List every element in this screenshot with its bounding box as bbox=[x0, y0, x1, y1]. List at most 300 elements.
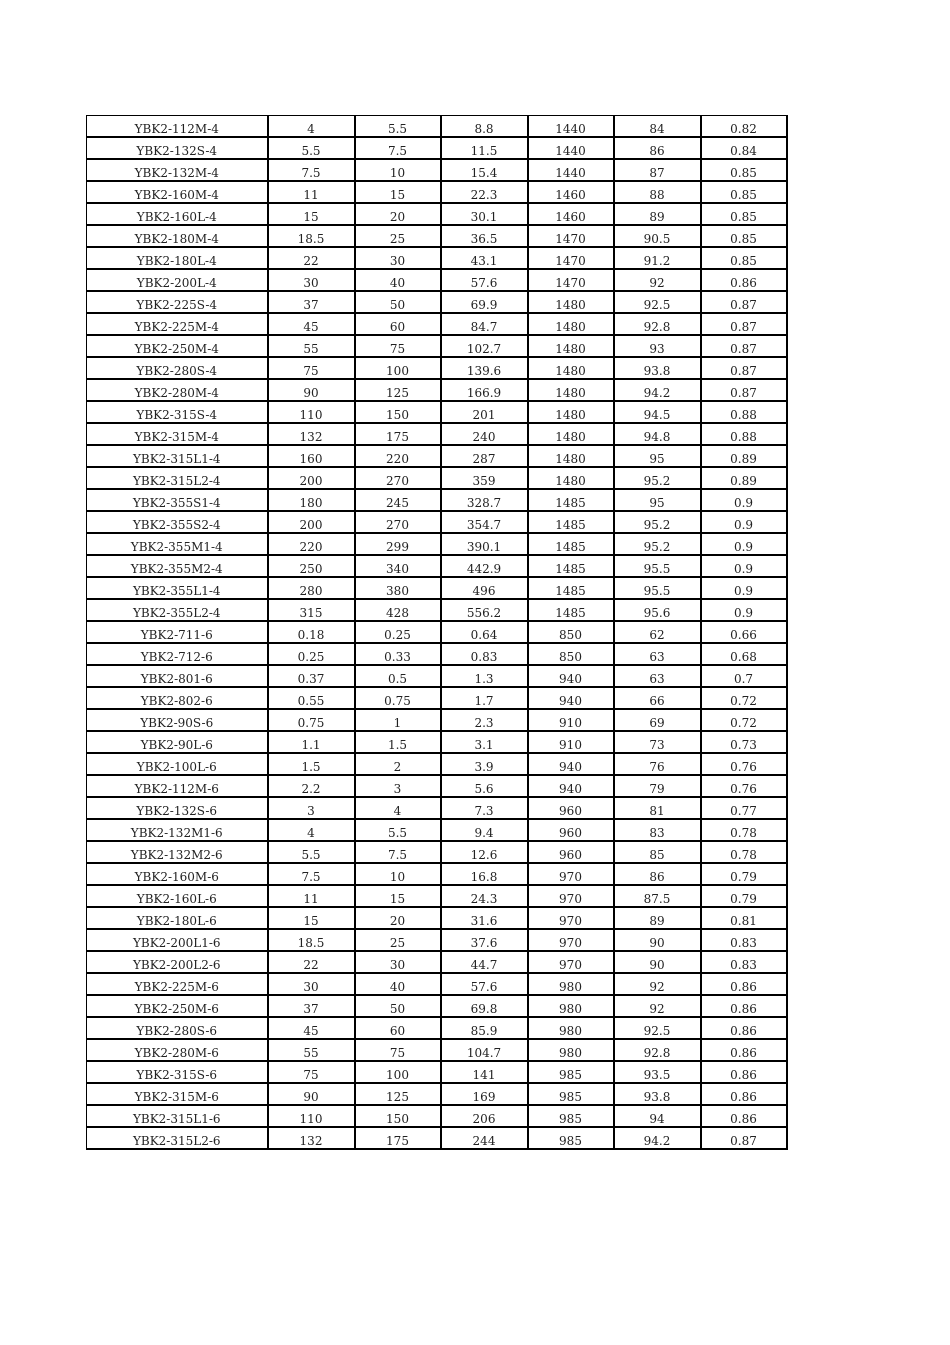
efficiency-cell: 95.2 bbox=[614, 467, 701, 489]
current-cell: 57.6 bbox=[441, 973, 528, 995]
power-kw-cell: 160 bbox=[268, 445, 355, 467]
current-cell: 44.7 bbox=[441, 951, 528, 973]
power-hp-cell: 20 bbox=[355, 203, 441, 225]
power-hp-cell: 0.25 bbox=[355, 621, 441, 643]
model-cell: YBK2-225M-4 bbox=[87, 313, 268, 335]
table-row bbox=[87, 687, 787, 709]
speed-cell: 1480 bbox=[528, 313, 614, 335]
power-kw-cell: 1.1 bbox=[268, 731, 355, 753]
speed-cell: 850 bbox=[528, 643, 614, 665]
table-row bbox=[87, 1017, 787, 1039]
speed-cell: 940 bbox=[528, 665, 614, 687]
current-cell: 5.6 bbox=[441, 775, 528, 797]
current-cell: 139.6 bbox=[441, 357, 528, 379]
table-row bbox=[87, 709, 787, 731]
efficiency-cell: 87.5 bbox=[614, 885, 701, 907]
power-hp-cell: 3 bbox=[355, 775, 441, 797]
efficiency-cell: 94.2 bbox=[614, 379, 701, 401]
power-hp-cell: 125 bbox=[355, 379, 441, 401]
model-cell: YBK2-315L1-4 bbox=[87, 445, 268, 467]
power-factor-cell: 0.7 bbox=[701, 665, 787, 687]
current-cell: 169 bbox=[441, 1083, 528, 1105]
power-kw-cell: 0.18 bbox=[268, 621, 355, 643]
power-factor-cell: 0.85 bbox=[701, 203, 787, 225]
current-cell: 69.9 bbox=[441, 291, 528, 313]
efficiency-cell: 76 bbox=[614, 753, 701, 775]
efficiency-cell: 93.5 bbox=[614, 1061, 701, 1083]
power-hp-cell: 25 bbox=[355, 929, 441, 951]
efficiency-cell: 83 bbox=[614, 819, 701, 841]
efficiency-cell: 79 bbox=[614, 775, 701, 797]
power-hp-cell: 15 bbox=[355, 885, 441, 907]
power-kw-cell: 1.5 bbox=[268, 753, 355, 775]
model-cell: YBK2-160L-6 bbox=[87, 885, 268, 907]
speed-cell: 940 bbox=[528, 775, 614, 797]
power-kw-cell: 200 bbox=[268, 511, 355, 533]
power-kw-cell: 5.5 bbox=[268, 137, 355, 159]
table-row bbox=[87, 159, 787, 181]
power-hp-cell: 340 bbox=[355, 555, 441, 577]
power-hp-cell: 245 bbox=[355, 489, 441, 511]
current-cell: 69.8 bbox=[441, 995, 528, 1017]
speed-cell: 940 bbox=[528, 687, 614, 709]
power-kw-cell: 0.75 bbox=[268, 709, 355, 731]
model-cell: YBK2-315L2-4 bbox=[87, 467, 268, 489]
speed-cell: 1470 bbox=[528, 247, 614, 269]
table-row bbox=[87, 797, 787, 819]
current-cell: 22.3 bbox=[441, 181, 528, 203]
power-factor-cell: 0.9 bbox=[701, 599, 787, 621]
current-cell: 442.9 bbox=[441, 555, 528, 577]
table-row bbox=[87, 555, 787, 577]
efficiency-cell: 91.2 bbox=[614, 247, 701, 269]
model-cell: YBK2-132M2-6 bbox=[87, 841, 268, 863]
power-factor-cell: 0.78 bbox=[701, 841, 787, 863]
table-row bbox=[87, 335, 787, 357]
table-row bbox=[87, 247, 787, 269]
speed-cell: 1485 bbox=[528, 489, 614, 511]
power-hp-cell: 50 bbox=[355, 291, 441, 313]
power-hp-cell: 60 bbox=[355, 1017, 441, 1039]
power-hp-cell: 270 bbox=[355, 511, 441, 533]
speed-cell: 1485 bbox=[528, 577, 614, 599]
speed-cell: 1460 bbox=[528, 181, 614, 203]
power-factor-cell: 0.9 bbox=[701, 555, 787, 577]
power-hp-cell: 60 bbox=[355, 313, 441, 335]
table-row bbox=[87, 401, 787, 423]
current-cell: 328.7 bbox=[441, 489, 528, 511]
model-cell: YBK2-180L-4 bbox=[87, 247, 268, 269]
power-kw-cell: 220 bbox=[268, 533, 355, 555]
model-cell: YBK2-250M-6 bbox=[87, 995, 268, 1017]
power-kw-cell: 18.5 bbox=[268, 225, 355, 247]
power-factor-cell: 0.86 bbox=[701, 973, 787, 995]
model-cell: YBK2-250M-4 bbox=[87, 335, 268, 357]
efficiency-cell: 95 bbox=[614, 489, 701, 511]
table-row bbox=[87, 951, 787, 973]
speed-cell: 1480 bbox=[528, 401, 614, 423]
speed-cell: 1485 bbox=[528, 511, 614, 533]
power-factor-cell: 0.87 bbox=[701, 1127, 787, 1149]
power-factor-cell: 0.72 bbox=[701, 687, 787, 709]
power-kw-cell: 180 bbox=[268, 489, 355, 511]
power-hp-cell: 150 bbox=[355, 401, 441, 423]
power-factor-cell: 0.89 bbox=[701, 467, 787, 489]
current-cell: 359 bbox=[441, 467, 528, 489]
efficiency-cell: 88 bbox=[614, 181, 701, 203]
table-row bbox=[87, 621, 787, 643]
efficiency-cell: 92 bbox=[614, 269, 701, 291]
power-factor-cell: 0.87 bbox=[701, 313, 787, 335]
power-factor-cell: 0.88 bbox=[701, 401, 787, 423]
speed-cell: 1480 bbox=[528, 445, 614, 467]
power-hp-cell: 25 bbox=[355, 225, 441, 247]
efficiency-cell: 85 bbox=[614, 841, 701, 863]
speed-cell: 1485 bbox=[528, 533, 614, 555]
speed-cell: 1440 bbox=[528, 116, 614, 138]
current-cell: 16.8 bbox=[441, 863, 528, 885]
power-factor-cell: 0.86 bbox=[701, 1061, 787, 1083]
speed-cell: 1480 bbox=[528, 357, 614, 379]
speed-cell: 1440 bbox=[528, 159, 614, 181]
power-hp-cell: 175 bbox=[355, 1127, 441, 1149]
power-factor-cell: 0.9 bbox=[701, 577, 787, 599]
model-cell: YBK2-315L1-6 bbox=[87, 1105, 268, 1127]
current-cell: 354.7 bbox=[441, 511, 528, 533]
power-kw-cell: 5.5 bbox=[268, 841, 355, 863]
efficiency-cell: 69 bbox=[614, 709, 701, 731]
power-hp-cell: 75 bbox=[355, 1039, 441, 1061]
model-cell: YBK2-160M-6 bbox=[87, 863, 268, 885]
table-row bbox=[87, 841, 787, 863]
speed-cell: 1485 bbox=[528, 555, 614, 577]
speed-cell: 1480 bbox=[528, 291, 614, 313]
power-kw-cell: 75 bbox=[268, 1061, 355, 1083]
current-cell: 9.4 bbox=[441, 819, 528, 841]
current-cell: 84.7 bbox=[441, 313, 528, 335]
power-hp-cell: 30 bbox=[355, 951, 441, 973]
power-hp-cell: 5.5 bbox=[355, 116, 441, 138]
power-hp-cell: 40 bbox=[355, 269, 441, 291]
power-hp-cell: 0.33 bbox=[355, 643, 441, 665]
current-cell: 8.8 bbox=[441, 116, 528, 138]
power-hp-cell: 220 bbox=[355, 445, 441, 467]
power-hp-cell: 4 bbox=[355, 797, 441, 819]
table-row bbox=[87, 1039, 787, 1061]
speed-cell: 980 bbox=[528, 995, 614, 1017]
model-cell: YBK2-180M-4 bbox=[87, 225, 268, 247]
power-factor-cell: 0.88 bbox=[701, 423, 787, 445]
table-row bbox=[87, 863, 787, 885]
table-row bbox=[87, 489, 787, 511]
model-cell: YBK2-132M-4 bbox=[87, 159, 268, 181]
power-hp-cell: 10 bbox=[355, 863, 441, 885]
model-cell: YBK2-225S-4 bbox=[87, 291, 268, 313]
current-cell: 104.7 bbox=[441, 1039, 528, 1061]
power-hp-cell: 7.5 bbox=[355, 841, 441, 863]
power-kw-cell: 75 bbox=[268, 357, 355, 379]
power-kw-cell: 22 bbox=[268, 247, 355, 269]
model-cell: YBK2-200L1-6 bbox=[87, 929, 268, 951]
efficiency-cell: 92 bbox=[614, 995, 701, 1017]
model-cell: YBK2-225M-6 bbox=[87, 973, 268, 995]
model-cell: YBK2-180L-6 bbox=[87, 907, 268, 929]
efficiency-cell: 95.5 bbox=[614, 555, 701, 577]
model-cell: YBK2-132S-4 bbox=[87, 137, 268, 159]
power-factor-cell: 0.87 bbox=[701, 335, 787, 357]
power-kw-cell: 4 bbox=[268, 116, 355, 138]
speed-cell: 850 bbox=[528, 621, 614, 643]
efficiency-cell: 92.5 bbox=[614, 1017, 701, 1039]
model-cell: YBK2-132M1-6 bbox=[87, 819, 268, 841]
table-row bbox=[87, 973, 787, 995]
current-cell: 85.9 bbox=[441, 1017, 528, 1039]
efficiency-cell: 92.8 bbox=[614, 1039, 701, 1061]
current-cell: 2.3 bbox=[441, 709, 528, 731]
power-kw-cell: 90 bbox=[268, 1083, 355, 1105]
efficiency-cell: 95.5 bbox=[614, 577, 701, 599]
power-factor-cell: 0.66 bbox=[701, 621, 787, 643]
efficiency-cell: 73 bbox=[614, 731, 701, 753]
current-cell: 7.3 bbox=[441, 797, 528, 819]
power-factor-cell: 0.86 bbox=[701, 995, 787, 1017]
power-kw-cell: 11 bbox=[268, 181, 355, 203]
power-factor-cell: 0.85 bbox=[701, 181, 787, 203]
model-cell: YBK2-90L-6 bbox=[87, 731, 268, 753]
table-row bbox=[87, 137, 787, 159]
power-factor-cell: 0.79 bbox=[701, 885, 787, 907]
power-hp-cell: 428 bbox=[355, 599, 441, 621]
efficiency-cell: 95 bbox=[614, 445, 701, 467]
current-cell: 57.6 bbox=[441, 269, 528, 291]
power-hp-cell: 100 bbox=[355, 357, 441, 379]
table-row bbox=[87, 116, 787, 138]
current-cell: 1.3 bbox=[441, 665, 528, 687]
power-hp-cell: 175 bbox=[355, 423, 441, 445]
speed-cell: 970 bbox=[528, 885, 614, 907]
table-row bbox=[87, 1083, 787, 1105]
table-body bbox=[87, 116, 787, 1150]
efficiency-cell: 95.2 bbox=[614, 533, 701, 555]
power-kw-cell: 90 bbox=[268, 379, 355, 401]
power-factor-cell: 0.83 bbox=[701, 951, 787, 973]
current-cell: 556.2 bbox=[441, 599, 528, 621]
current-cell: 0.83 bbox=[441, 643, 528, 665]
efficiency-cell: 94.8 bbox=[614, 423, 701, 445]
current-cell: 3.1 bbox=[441, 731, 528, 753]
power-hp-cell: 125 bbox=[355, 1083, 441, 1105]
model-cell: YBK2-280S-4 bbox=[87, 357, 268, 379]
efficiency-cell: 89 bbox=[614, 907, 701, 929]
efficiency-cell: 63 bbox=[614, 643, 701, 665]
power-factor-cell: 0.86 bbox=[701, 1017, 787, 1039]
power-kw-cell: 3 bbox=[268, 797, 355, 819]
speed-cell: 960 bbox=[528, 819, 614, 841]
power-hp-cell: 30 bbox=[355, 247, 441, 269]
power-factor-cell: 0.73 bbox=[701, 731, 787, 753]
current-cell: 37.6 bbox=[441, 929, 528, 951]
speed-cell: 1485 bbox=[528, 599, 614, 621]
table-row bbox=[87, 753, 787, 775]
table-row bbox=[87, 1105, 787, 1127]
power-factor-cell: 0.76 bbox=[701, 753, 787, 775]
current-cell: 166.9 bbox=[441, 379, 528, 401]
model-cell: YBK2-200L2-6 bbox=[87, 951, 268, 973]
power-kw-cell: 0.37 bbox=[268, 665, 355, 687]
current-cell: 390.1 bbox=[441, 533, 528, 555]
power-factor-cell: 0.72 bbox=[701, 709, 787, 731]
efficiency-cell: 95.6 bbox=[614, 599, 701, 621]
current-cell: 24.3 bbox=[441, 885, 528, 907]
speed-cell: 960 bbox=[528, 797, 614, 819]
table-row bbox=[87, 269, 787, 291]
model-cell: YBK2-355S2-4 bbox=[87, 511, 268, 533]
speed-cell: 1470 bbox=[528, 269, 614, 291]
efficiency-cell: 89 bbox=[614, 203, 701, 225]
table-row bbox=[87, 313, 787, 335]
model-cell: YBK2-315S-6 bbox=[87, 1061, 268, 1083]
efficiency-cell: 93.8 bbox=[614, 1083, 701, 1105]
speed-cell: 1440 bbox=[528, 137, 614, 159]
table-row bbox=[87, 357, 787, 379]
model-cell: YBK2-200L-4 bbox=[87, 269, 268, 291]
efficiency-cell: 87 bbox=[614, 159, 701, 181]
power-factor-cell: 0.87 bbox=[701, 357, 787, 379]
speed-cell: 980 bbox=[528, 1039, 614, 1061]
power-hp-cell: 100 bbox=[355, 1061, 441, 1083]
table-row bbox=[87, 1061, 787, 1083]
speed-cell: 980 bbox=[528, 973, 614, 995]
power-kw-cell: 55 bbox=[268, 335, 355, 357]
power-factor-cell: 0.89 bbox=[701, 445, 787, 467]
power-factor-cell: 0.9 bbox=[701, 489, 787, 511]
power-factor-cell: 0.86 bbox=[701, 1083, 787, 1105]
speed-cell: 970 bbox=[528, 929, 614, 951]
power-kw-cell: 0.25 bbox=[268, 643, 355, 665]
current-cell: 141 bbox=[441, 1061, 528, 1083]
model-cell: YBK2-132S-6 bbox=[87, 797, 268, 819]
efficiency-cell: 84 bbox=[614, 116, 701, 138]
power-hp-cell: 299 bbox=[355, 533, 441, 555]
model-cell: YBK2-280M-6 bbox=[87, 1039, 268, 1061]
power-factor-cell: 0.77 bbox=[701, 797, 787, 819]
model-cell: YBK2-355L2-4 bbox=[87, 599, 268, 621]
current-cell: 244 bbox=[441, 1127, 528, 1149]
efficiency-cell: 92.5 bbox=[614, 291, 701, 313]
efficiency-cell: 63 bbox=[614, 665, 701, 687]
current-cell: 0.64 bbox=[441, 621, 528, 643]
power-kw-cell: 250 bbox=[268, 555, 355, 577]
power-kw-cell: 15 bbox=[268, 907, 355, 929]
power-factor-cell: 0.85 bbox=[701, 159, 787, 181]
power-factor-cell: 0.87 bbox=[701, 379, 787, 401]
table-row bbox=[87, 819, 787, 841]
speed-cell: 970 bbox=[528, 951, 614, 973]
model-cell: YBK2-801-6 bbox=[87, 665, 268, 687]
power-kw-cell: 45 bbox=[268, 313, 355, 335]
model-cell: YBK2-355L1-4 bbox=[87, 577, 268, 599]
efficiency-cell: 92.8 bbox=[614, 313, 701, 335]
efficiency-cell: 93.8 bbox=[614, 357, 701, 379]
table-row bbox=[87, 291, 787, 313]
model-cell: YBK2-280M-4 bbox=[87, 379, 268, 401]
current-cell: 201 bbox=[441, 401, 528, 423]
power-kw-cell: 45 bbox=[268, 1017, 355, 1039]
model-cell: YBK2-160M-4 bbox=[87, 181, 268, 203]
efficiency-cell: 92 bbox=[614, 973, 701, 995]
current-cell: 12.6 bbox=[441, 841, 528, 863]
power-hp-cell: 7.5 bbox=[355, 137, 441, 159]
power-kw-cell: 37 bbox=[268, 291, 355, 313]
power-hp-cell: 2 bbox=[355, 753, 441, 775]
power-hp-cell: 15 bbox=[355, 181, 441, 203]
table-row bbox=[87, 731, 787, 753]
model-cell: YBK2-90S-6 bbox=[87, 709, 268, 731]
table-row bbox=[87, 885, 787, 907]
speed-cell: 1480 bbox=[528, 467, 614, 489]
efficiency-cell: 94 bbox=[614, 1105, 701, 1127]
power-hp-cell: 380 bbox=[355, 577, 441, 599]
efficiency-cell: 86 bbox=[614, 137, 701, 159]
power-kw-cell: 200 bbox=[268, 467, 355, 489]
speed-cell: 960 bbox=[528, 841, 614, 863]
speed-cell: 985 bbox=[528, 1105, 614, 1127]
model-cell: YBK2-712-6 bbox=[87, 643, 268, 665]
power-kw-cell: 0.55 bbox=[268, 687, 355, 709]
model-cell: YBK2-315M-6 bbox=[87, 1083, 268, 1105]
speed-cell: 980 bbox=[528, 1017, 614, 1039]
efficiency-cell: 93 bbox=[614, 335, 701, 357]
efficiency-cell: 66 bbox=[614, 687, 701, 709]
table-row bbox=[87, 599, 787, 621]
model-cell: YBK2-112M-4 bbox=[87, 116, 268, 138]
current-cell: 102.7 bbox=[441, 335, 528, 357]
speed-cell: 1470 bbox=[528, 225, 614, 247]
power-factor-cell: 0.82 bbox=[701, 116, 787, 138]
model-cell: YBK2-100L-6 bbox=[87, 753, 268, 775]
power-kw-cell: 15 bbox=[268, 203, 355, 225]
power-hp-cell: 10 bbox=[355, 159, 441, 181]
model-cell: YBK2-355M1-4 bbox=[87, 533, 268, 555]
current-cell: 3.9 bbox=[441, 753, 528, 775]
power-factor-cell: 0.76 bbox=[701, 775, 787, 797]
model-cell: YBK2-280S-6 bbox=[87, 1017, 268, 1039]
current-cell: 30.1 bbox=[441, 203, 528, 225]
power-hp-cell: 40 bbox=[355, 973, 441, 995]
table-row bbox=[87, 995, 787, 1017]
speed-cell: 970 bbox=[528, 863, 614, 885]
efficiency-cell: 94.5 bbox=[614, 401, 701, 423]
power-factor-cell: 0.85 bbox=[701, 225, 787, 247]
table-row bbox=[87, 665, 787, 687]
table-row bbox=[87, 225, 787, 247]
power-kw-cell: 110 bbox=[268, 401, 355, 423]
table-row bbox=[87, 181, 787, 203]
current-cell: 36.5 bbox=[441, 225, 528, 247]
power-hp-cell: 50 bbox=[355, 995, 441, 1017]
current-cell: 11.5 bbox=[441, 137, 528, 159]
current-cell: 31.6 bbox=[441, 907, 528, 929]
power-factor-cell: 0.79 bbox=[701, 863, 787, 885]
power-kw-cell: 55 bbox=[268, 1039, 355, 1061]
current-cell: 287 bbox=[441, 445, 528, 467]
efficiency-cell: 81 bbox=[614, 797, 701, 819]
model-cell: YBK2-711-6 bbox=[87, 621, 268, 643]
power-hp-cell: 150 bbox=[355, 1105, 441, 1127]
current-cell: 206 bbox=[441, 1105, 528, 1127]
model-cell: YBK2-315M-4 bbox=[87, 423, 268, 445]
power-kw-cell: 30 bbox=[268, 973, 355, 995]
